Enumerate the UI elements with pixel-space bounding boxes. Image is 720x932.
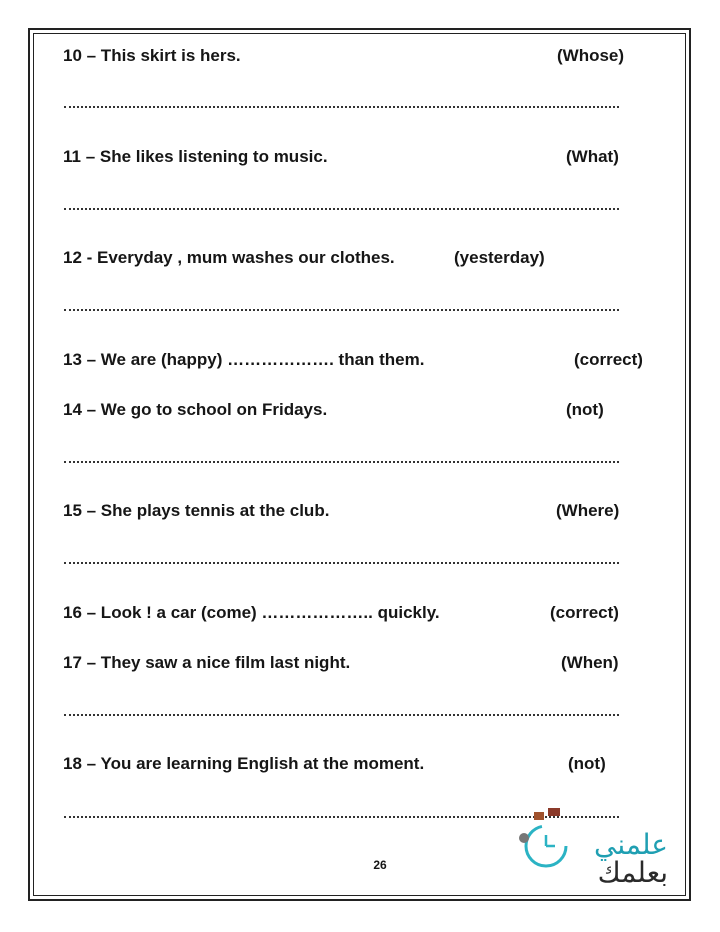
- question-hint: (Whose): [557, 46, 625, 65]
- question-hint: (yesterday): [454, 248, 545, 267]
- question-text: 18 – You are learning English at the moment.: [63, 754, 425, 773]
- logo-text-line2: بعلمك: [597, 856, 668, 889]
- question-text: 17 – They saw a nice film last night.: [63, 653, 351, 672]
- answer-line[interactable]: [64, 562, 619, 564]
- logo: [512, 802, 668, 896]
- answer-line[interactable]: [64, 461, 619, 463]
- answer-line[interactable]: [64, 714, 619, 716]
- answer-line[interactable]: [64, 309, 619, 311]
- logo-text-line1: علمني: [594, 828, 668, 861]
- question-hint: (What): [566, 147, 619, 166]
- answer-line[interactable]: [64, 208, 619, 210]
- question-hint: (Where): [556, 501, 620, 520]
- question-text: 11 – She likes listening to music.: [63, 147, 328, 166]
- answer-line[interactable]: [64, 106, 619, 108]
- question-text: 13 – We are (happy) ………………. than them.: [63, 350, 425, 369]
- question-hint: (correct): [574, 350, 643, 369]
- clock-books-icon: [512, 802, 582, 872]
- question-text: 14 – We go to school on Fridays.: [63, 400, 328, 419]
- question-hint: (correct): [550, 603, 619, 622]
- question-text: 16 – Look ! a car (come) ……………….. quickly.: [63, 603, 440, 622]
- page-number: 26: [373, 858, 387, 872]
- question-hint: (not): [566, 400, 604, 419]
- question-text: 15 – She plays tennis at the club.: [63, 501, 330, 520]
- question-text: 10 – This skirt is hers.: [63, 46, 241, 65]
- question-text: 12 - Everyday , mum washes our clothes.: [63, 248, 395, 267]
- question-hint: (not): [568, 754, 606, 773]
- question-hint: (When): [561, 653, 619, 672]
